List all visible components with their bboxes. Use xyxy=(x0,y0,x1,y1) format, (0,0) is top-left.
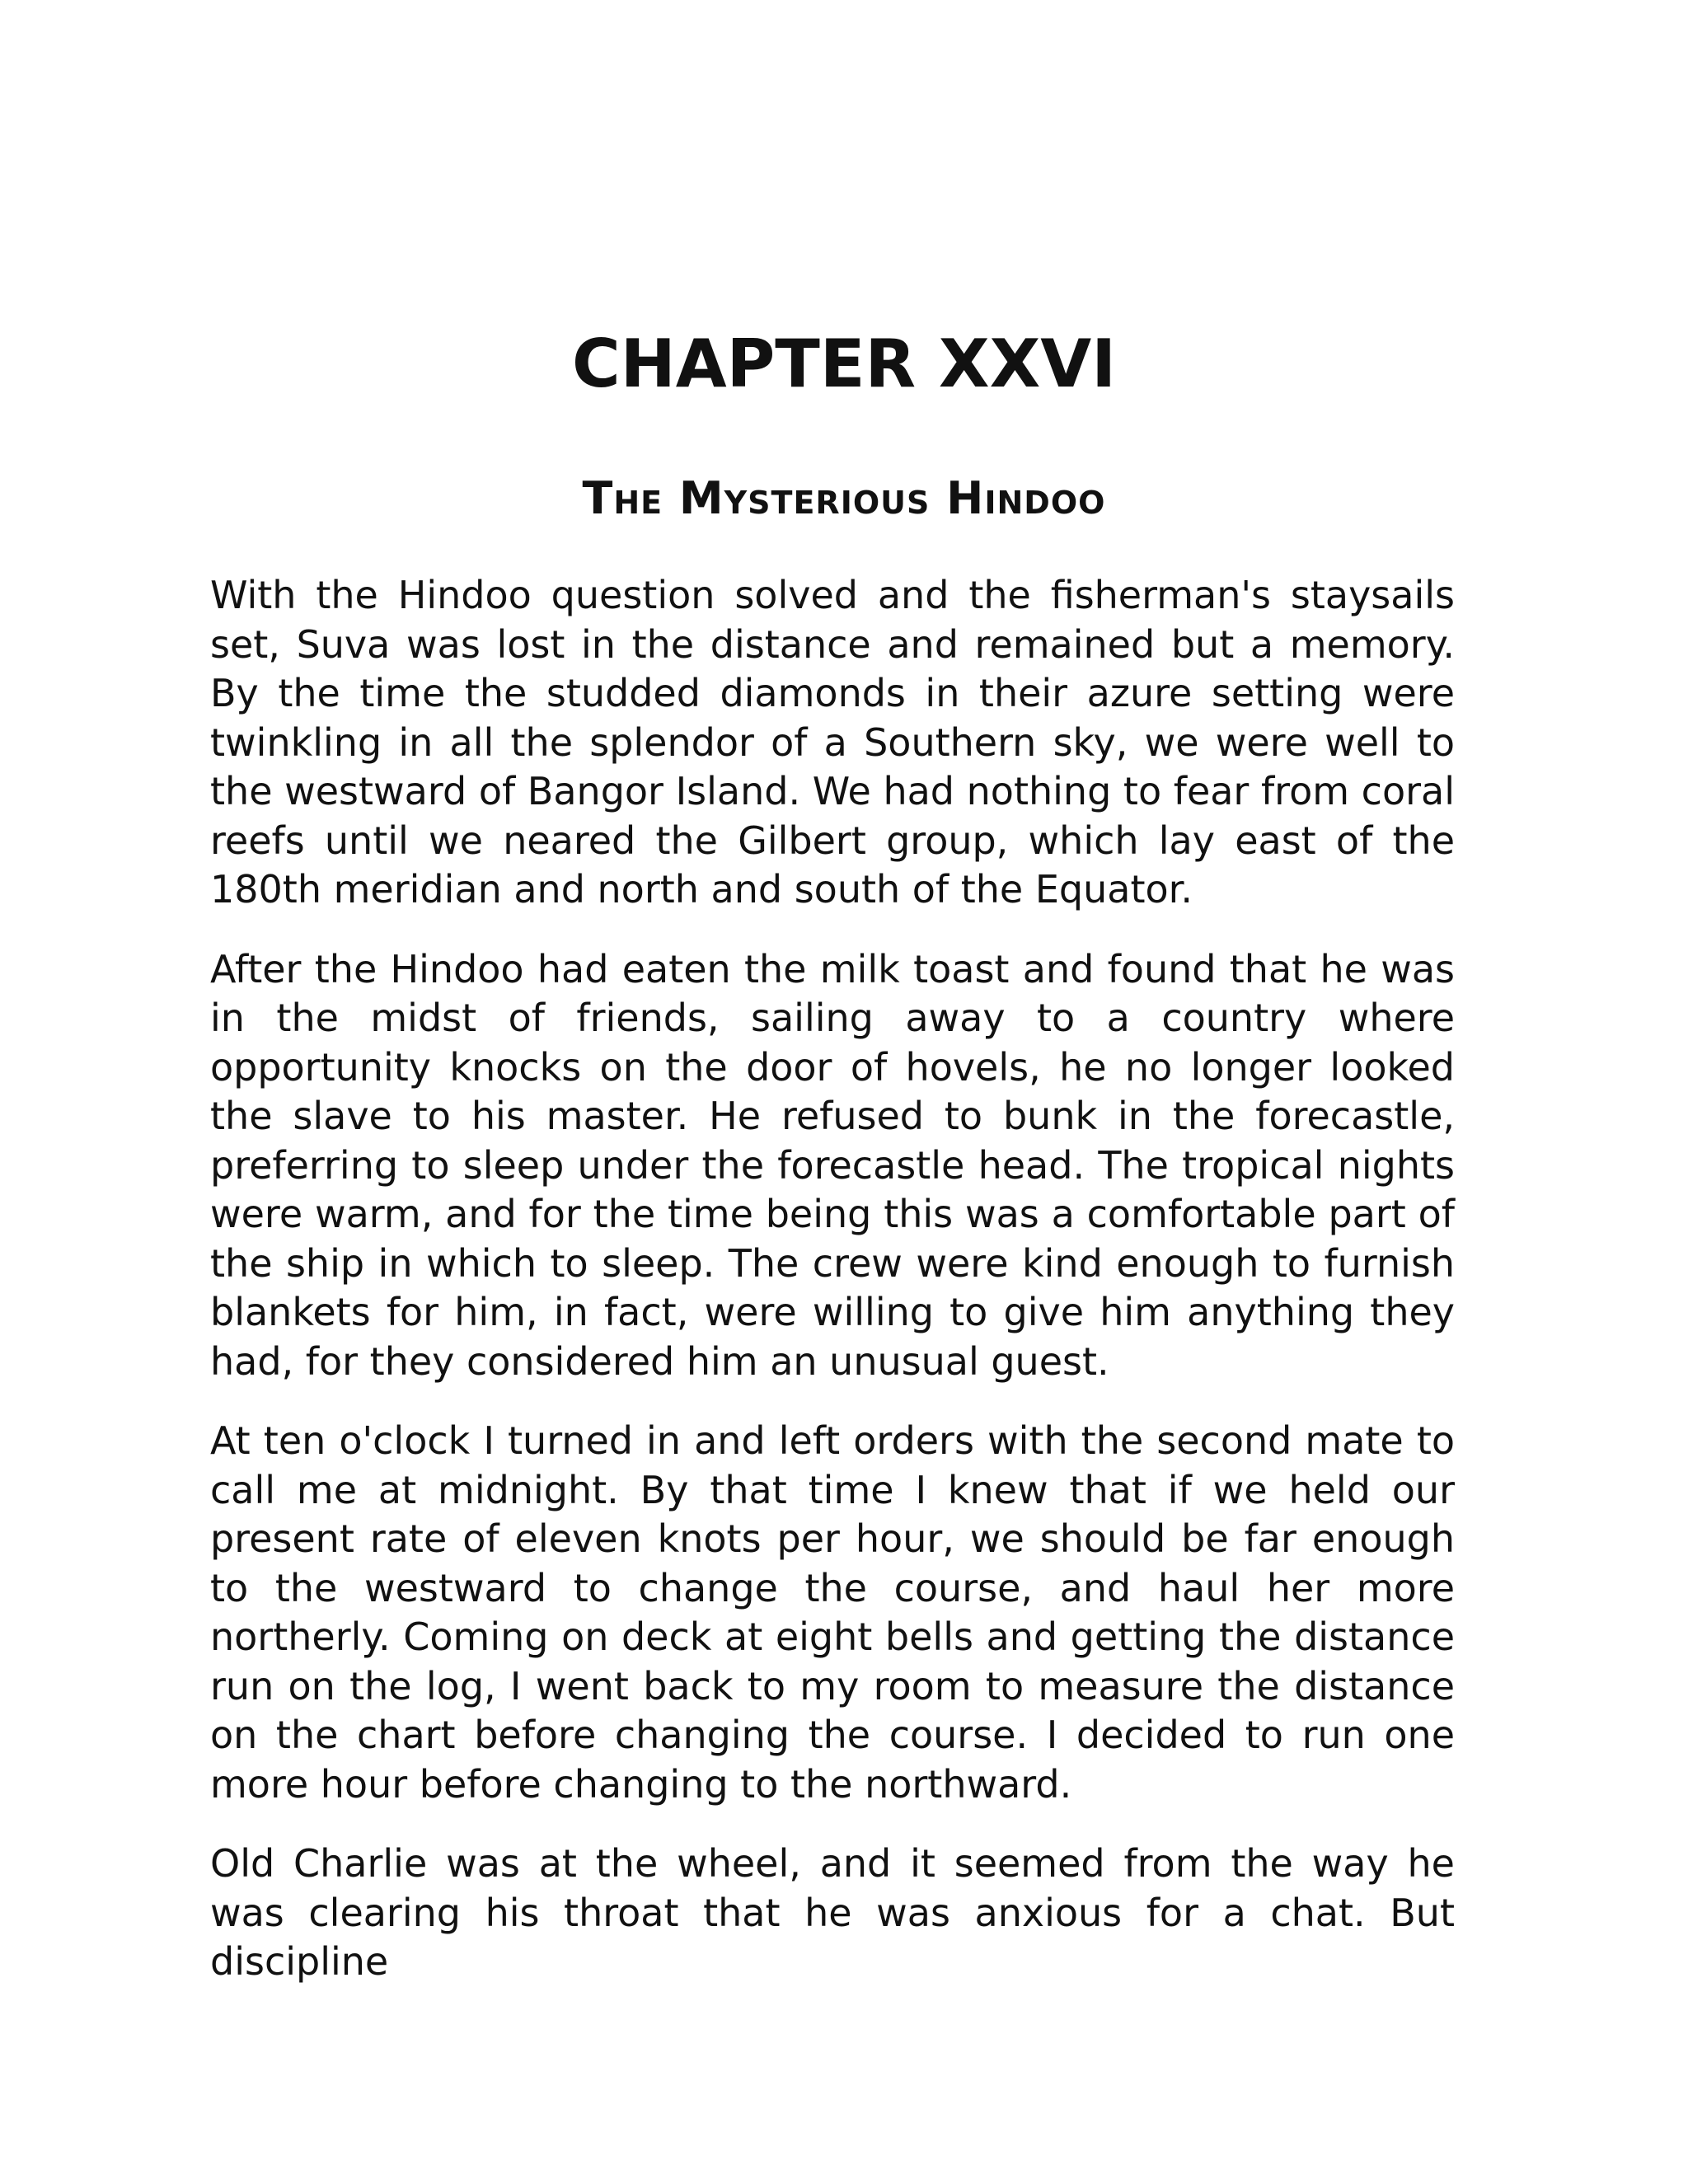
chapter-title: CHAPTER XXVI xyxy=(572,326,1116,402)
paragraph: At ten o'clock I turned in and left orders with the second mate to call me at midnight. By that time I knew that if we held our present rate of eleven knots per hour, we should be far enough to the westward to change the course, and haul her more northerly. Coming on deck at eight bells and getting the distance run on the log, I went back to my room to measure the distance on the chart before changing the course. I decided to run one more hour before changing to the northward. xyxy=(210,1418,1455,1807)
chapter-subtitle: The Mysterious Hindoo xyxy=(582,472,1106,524)
paragraph: Old Charlie was at the wheel, and it seemed from the way he was clearing his throat that he was anxious for a chat. But discipline xyxy=(210,1841,1455,1984)
chapter-body xyxy=(210,571,1455,2018)
paragraph: After the Hindoo had eaten the milk toast and found that he was in the midst of friends, sailing away to a country where opportunity knocks on the door of hovels, he no longer looked the slave to his master. He refused to bunk in the forecastle, preferring to sleep under the forecastle head. The tropical nights were warm, and for the time being this was a comfortable part of the ship in which to sleep. The crew were kind enough to furnish blankets for him, in fact, were willing to give him anything they had, for they considered him an unusual guest. xyxy=(210,946,1455,1384)
paragraph: With the Hindoo question solved and the fisherman's staysails set, Suva was lost in the distance and remained but a memory. By the time the studded diamonds in their azure setting were twinkling in all the splendor of a Southern sky, we were well to the westward of Bangor Island. We had nothing to fear from coral reefs until we neared the Gilbert group, which lay east of the 180th meridian and north and south of the Equator. xyxy=(210,573,1455,912)
